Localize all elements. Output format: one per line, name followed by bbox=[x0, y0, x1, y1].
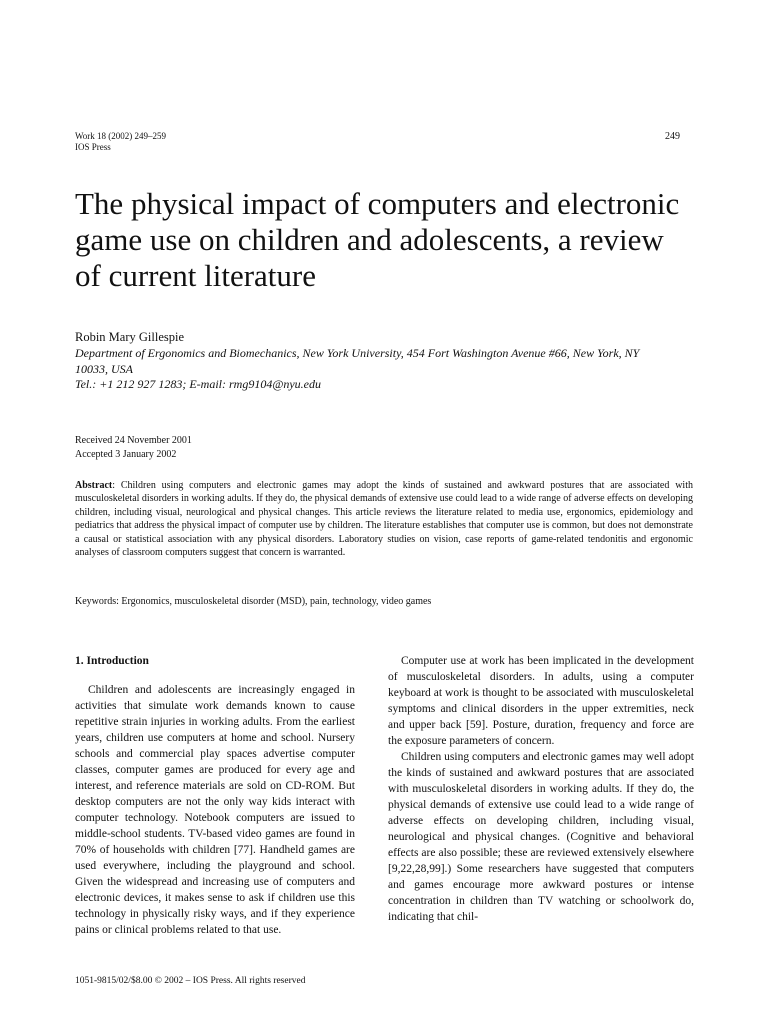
page-number: 249 bbox=[665, 131, 680, 142]
keywords: Keywords: Ergonomics, musculoskeletal disorder (MSD), pain, technology, video games bbox=[75, 596, 432, 607]
copyright-footer: 1051-9815/02/$8.00 © 2002 – IOS Press. All rights reserved bbox=[75, 976, 306, 986]
journal-citation: Work 18 (2002) 249–259 bbox=[75, 131, 167, 141]
author-name: Robin Mary Gillespie bbox=[75, 330, 185, 344]
submission-dates bbox=[75, 434, 192, 462]
paper-title: The physical impact of computers and electronic game use on children and adolescents, a review of current literature bbox=[75, 186, 680, 293]
abstract-label: Abstract bbox=[75, 480, 113, 491]
intro-paragraph: Children and adolescents are increasingly engaged in activities that simulate work demands known to cause repetitive strain injuries in working adults. From the earliest years, children use computers at home and school. Nursery schools and commercial play spaces advertise computer classes, computer games are produced for every age and interest, and reference materials are sold on CD-ROM. But desktop computers are not the only way kids interact with computer technology. Notebook computers are issued to middle-school students. TV-based video games are found in 70% of households with children [77]. Handheld games are used everywhere, including the playground and school. Given the widespread and increasing use of computers and electronic devices, it makes sense to ask if children use this technology in physically risky ways, and if they experience pains or clinical problems related to that use. bbox=[75, 684, 355, 936]
affiliation-dept: Department of Ergonomics and Biomechanics, New York University, 454 Fort Washington Avenue #66, New York, NY 10033, USA bbox=[75, 346, 640, 376]
affiliation-contact: Tel.: +1 212 927 1283; E-mail: rmg9104@nyu.edu bbox=[75, 377, 322, 391]
left-column bbox=[75, 653, 355, 938]
abstract bbox=[75, 479, 693, 559]
body-paragraph-1: Computer use at work has been implicated in the development of musculoskeletal disorders. In adults, using a computer keyboard at work is thought to be associated with musculoskeletal symptoms and clinical disorders in the upper extremities, neck and upper back [59]. Posture, duration, frequency and force are the exposure parameters of concern. bbox=[388, 655, 694, 747]
section-heading: 1. Introduction bbox=[75, 655, 149, 667]
abstract-text: : Children using computers and electronic games may adopt the kinds of sustained and awkward postures that are associated with musculoskeletal disorders in working adults. If they do, the physical demands of extensive use could lead to a wide range of adverse effects on developing children, including visual, neurological and physical changes. This article reviews the literature related to media use, ergonomics, epidemiology and pediatrics that address the physical impact of computer use by children. The literature establishes that computer use is common, but does not demonstrate a causal or statistical association with any physical disorders. Laboratory studies on vision, case reports of game-related tendonitis and ergonomic analyses of classroom computers suggest that concern is warranted. bbox=[75, 480, 693, 559]
journal-info bbox=[75, 131, 166, 153]
accepted-date: Accepted 3 January 2002 bbox=[75, 449, 177, 460]
publisher: IOS Press bbox=[75, 142, 111, 152]
received-date: Received 24 November 2001 bbox=[75, 435, 192, 446]
right-column bbox=[388, 653, 694, 925]
affiliation bbox=[75, 346, 675, 393]
body-paragraph-2: Children using computers and electronic games may well adopt the kinds of sustained and awkward postures that are associated with musculoskeletal disorders in working adults. If they do, the physical demands of extensive use could lead to a wide range of adverse effects on developing children, including visual, neurological and physical changes. (Cognitive and behavioral effects are also possible; these are reviewed extensively elsewhere [9,22,28,99].) Some researchers have suggested that computers and games encourage more awkward postures or intense concentration in children than TV watching or schoolwork do, indicating that chil- bbox=[388, 751, 694, 923]
